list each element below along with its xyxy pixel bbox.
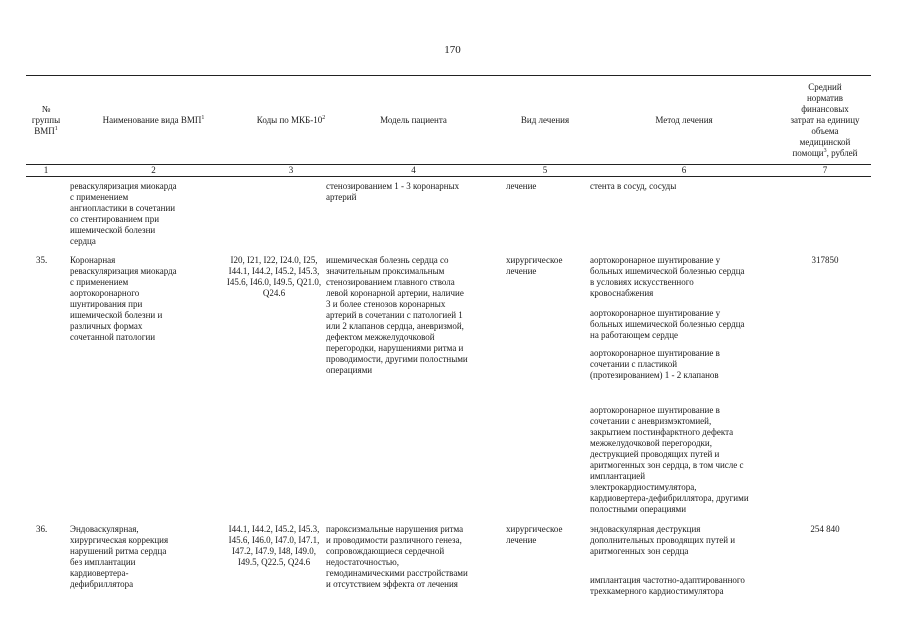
column-number: 1 (43, 165, 49, 175)
treatment-type-cell: лечение (506, 181, 537, 191)
treatment-method-cell: аортокоронарное шунтирование в сочетании с пластикой (протезированием) 1 - 2 клапанов (590, 348, 720, 380)
treatment-type-cell: хирургическое лечение (506, 524, 563, 545)
treatment-method-cell: аортокоронарное шунтирование в сочетании с аневризмэктомией, закрытием постинфарктного дефекта межжелудочковой перегородки, деструкцией проводящих путей и аритмогенных зон сердца, в том числе с имплантацией электрокардиостимулятора, кардиовертера-дефибриллятора, другими полостными операциями (590, 405, 749, 514)
group-number-cell: 36. (36, 524, 48, 534)
column-number: 6 (681, 165, 687, 175)
header-treatment-type: Вид лечения (520, 114, 570, 125)
patient-model-cell: стенозированием 1 - 3 коронарных артерий (326, 181, 460, 202)
number-row-rule (26, 176, 871, 177)
column-number: 3 (288, 165, 294, 175)
page-number: 170 (444, 44, 461, 56)
icd-codes-cell: I20, I21, I22, I24.0, I25, I44.1, I44.2, I45.2, I45.3, I45.6, I46.0, I49.5, Q21.0, Q24.6 (226, 255, 322, 298)
treatment-method-cell: стента в сосуд, сосуды (590, 181, 677, 191)
vmp-name-cell: Коронарная реваскуляризация миокарда с применением аортокоронарного шунтирования при ишемической болезни и различных формах сочетанной патологии (70, 255, 177, 342)
patient-model-cell: пароксизмальные нарушения ритма и проводимости различного генеза, сопровождающиеся сердечной недостаточностью, гемодинамическими расстройствами и отсутствием эффекта от лечения (326, 524, 468, 589)
group-number-cell: 35. (36, 255, 48, 265)
header-group-number: № группы ВМП$^1$ (31, 103, 61, 136)
patient-model-cell: ишемическая болезнь сердца со значительным проксимальным стенозированием главного ствола левой коронарной артерии, наличие 3 и более стенозов коронарных артерий в сочетании с патологией 1 или 2 клапанов сердца, аневризмой, дефектом межжелудочковой перегородки, нарушениями ритма и проводимости, другими полостными операциями (326, 255, 468, 375)
header-icd-codes: Коды по МКБ-$10^2$ (256, 114, 326, 125)
column-number: 7 (822, 165, 828, 175)
vmp-name-cell: реваскуляризация миокарда с применением ангиопластики в сочетании со стентированием при ишемической болезни сердца (70, 181, 177, 246)
treatment-method-cell: аортокоронарное шунтирование у больных ишемической болезнью сердца на работающем сердце (590, 308, 745, 340)
header-patient-model: Модель пациента (380, 114, 447, 125)
icd-codes-cell: I44.1, I44.2, I45.2, I45.3, I45.6, I46.0, I47.0, I47.1, I47.2, I47.9, I48, I49.0, I49.5, Q22.5, Q24.6 (228, 524, 320, 567)
column-number: 5 (542, 165, 548, 175)
treatment-method-cell: эндоваскулярная деструкция дополнительных проводящих путей и аритмогенных зон сердца (590, 524, 736, 556)
vmp-name-cell: Эндоваскулярная, хирургическая коррекция нарушений ритма сердца без имплантации кардиовертера- дефибриллятора (70, 524, 169, 589)
average-cost-cell: 317850 (811, 255, 839, 265)
header-treatment-method: Метод лечения (655, 114, 713, 125)
treatment-method-cell: имплантация частотно-адаптированного трехкамерного кардиостимулятора (590, 575, 745, 596)
column-number: 4 (411, 165, 416, 175)
column-number: 2 (151, 165, 156, 175)
header-vmp-name: Наименование вида ВМП$^1$ (102, 114, 205, 125)
header-average-cost: Средний норматив финансовых затрат на единицу объема медицинской помощи$^3$, рублей (790, 81, 860, 158)
treatment-method-cell: аортокоронарное шунтирование у больных ишемической болезнью сердца в условиях искусственного кровоснабжения (590, 255, 745, 298)
average-cost-cell: 254 840 (810, 524, 840, 534)
treatment-type-cell: хирургическое лечение (506, 255, 563, 276)
